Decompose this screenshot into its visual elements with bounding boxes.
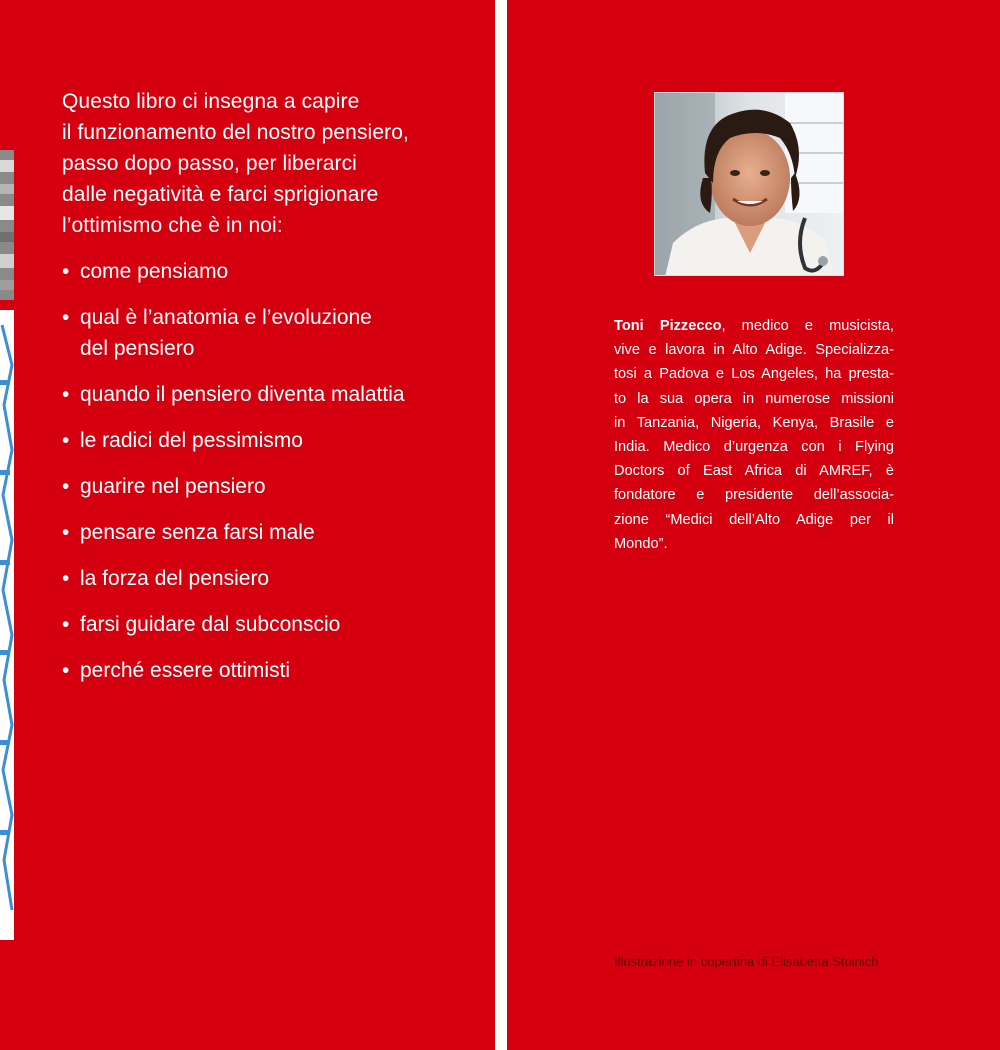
list-item xyxy=(62,655,482,686)
list-item-text: le radici del pessimismo xyxy=(80,429,303,452)
bio-line: in Tanzania, Nigeria, Kenya, Brasile e xyxy=(614,414,894,431)
list-item xyxy=(62,609,482,640)
list-item-text: farsi guidare dal subconscio xyxy=(80,613,341,636)
cover-art-edge xyxy=(0,150,14,940)
list-item-text: quando il pensiero diventa malattia xyxy=(80,383,405,406)
author-name: Toni Pizzecco xyxy=(614,318,722,334)
author-bio xyxy=(614,314,894,556)
bio-line: zione “Medici dell’Alto Adige per il xyxy=(614,511,894,528)
list-item xyxy=(62,471,482,502)
list-item-text: come pensiamo xyxy=(80,260,229,283)
bio-line: Doctors of East Africa di AMREF, è xyxy=(614,463,894,480)
list-item-text: del pensiero xyxy=(80,337,195,360)
bullet: • xyxy=(62,383,70,406)
bullet: • xyxy=(62,475,70,498)
bio-first-line-text: , medico e musicista, xyxy=(721,318,894,334)
bullet: • xyxy=(62,659,70,682)
bullet: • xyxy=(62,613,70,636)
cover-illustration-credit: Illustrazione in copertina di Elisabetta Stoinich xyxy=(614,954,879,969)
bio-line: fondatore e presidente dell’associa- xyxy=(614,487,894,504)
left-flap xyxy=(0,0,495,1050)
list-item xyxy=(62,563,482,594)
intro-paragraph xyxy=(62,86,482,241)
bullet: • xyxy=(62,306,70,329)
bio-line: tosi a Padova e Los Angeles, ha presta- xyxy=(614,366,894,383)
author-photo xyxy=(654,92,844,276)
bullet: • xyxy=(62,429,70,452)
list-item-text: perché essere ottimisti xyxy=(80,659,291,682)
intro-line: l’ottimismo che è in noi: xyxy=(62,214,283,237)
bio-line: India. Medico d’urgenza con i Flying xyxy=(614,439,894,456)
list-item xyxy=(62,256,482,287)
topic-list xyxy=(62,256,482,701)
intro-line: Questo libro ci insegna a capire xyxy=(62,90,360,113)
bullet: • xyxy=(62,567,70,590)
bio-line xyxy=(614,314,894,338)
bio-line: vive e lavora in Alto Adige. Specializza- xyxy=(614,342,894,359)
list-item xyxy=(62,425,482,456)
bio-line: to la sua opera in numerose missioni xyxy=(614,390,894,407)
list-item-text: guarire nel pensiero xyxy=(80,475,266,498)
list-item xyxy=(62,302,482,364)
list-item xyxy=(62,517,482,548)
list-item-text: qual è l’anatomia e l’evoluzione xyxy=(80,306,372,329)
bullet: • xyxy=(62,260,70,283)
list-item-text: pensare senza farsi male xyxy=(80,521,315,544)
list-item xyxy=(62,379,482,410)
author-portrait-image xyxy=(655,93,844,276)
intro-line: passo dopo passo, per liberarci xyxy=(62,152,357,175)
bullet: • xyxy=(62,521,70,544)
bio-line: Mondo”. xyxy=(614,535,668,552)
list-item-text: la forza del pensiero xyxy=(80,567,270,590)
intro-line: dalle negatività e farci sprigionare xyxy=(62,183,379,206)
intro-line: il funzionamento del nostro pensiero, xyxy=(62,121,409,144)
